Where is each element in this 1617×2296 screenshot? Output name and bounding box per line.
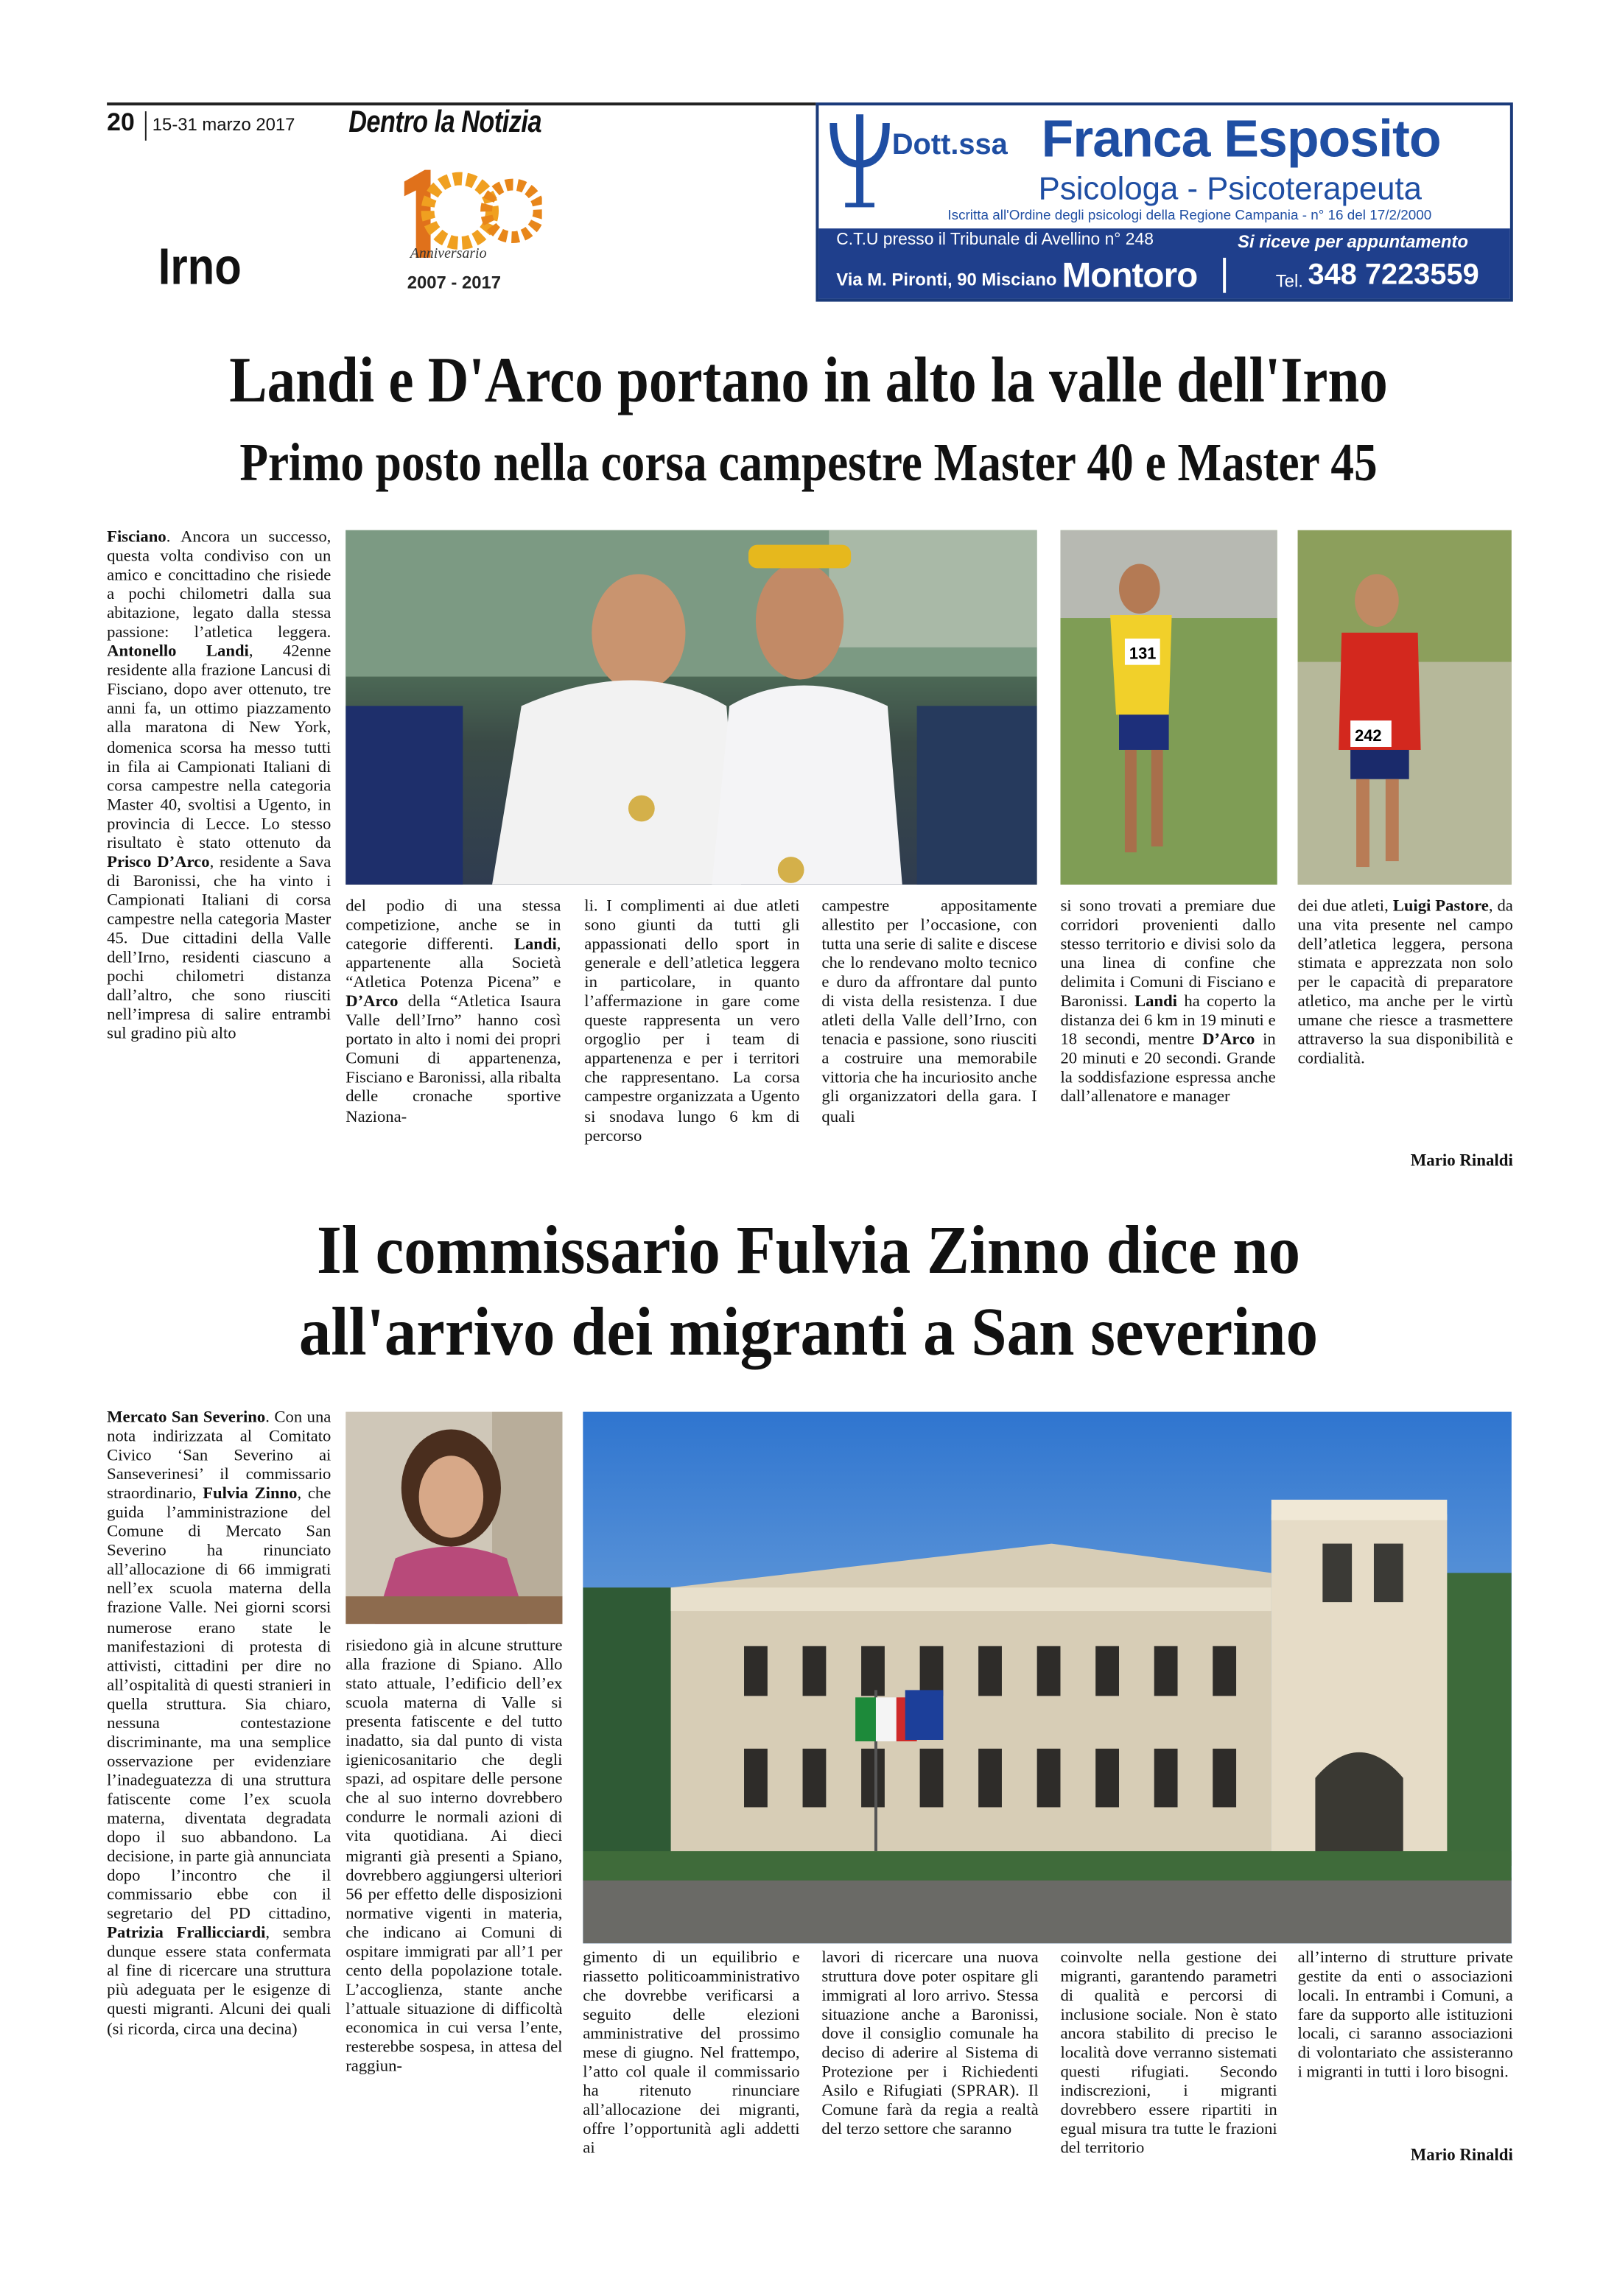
article1-subtitle: Primo posto nella corsa campestre Master 40 e Master 45 — [239, 433, 1378, 494]
ad-address: Via M. Pironti, 90 Misciano — [836, 269, 1057, 290]
article2-signature: Mario Rinaldi — [1410, 2146, 1513, 2165]
article1-col1: Fisciano. Ancora un successo, questa volta condiviso con un amico e concittadino che risiede a pochi chilometri dalla sua abitazione, legato dalla stessa passione: l’atletica leggera. Antonello Landi, 42enne residente alla frazione Lancusi di Fisciano, dopo aver ottenuto, tre anni fa, un ottimo piazzamento alla maratona di New York, domenica scorsa ha messo tutti in fila ai Campionati Italiani di corsa campestre nella categoria Master 40, svoltisi a Ugento, in provincia di Lecce. Lo stesso risultato è stato ottenuto da Prisco D’Arco, residente a Sava di Baronissi, che ha vinto i Campionati Italiani di corsa campestre nella categoria Master 45. Due cittadini della Valle dell’Irno, residenti ciascuno a pochi chilometri distanza dall’altro, che sono riusciti nell’impresa di salire entrambi sul gradino più alto — [107, 528, 332, 1044]
article1-col2: del podio di una stessa competizione, anche se in categorie differenti. Landi, appartenente alla Società “Atletica Potenza Picena” e D’Arco della “Atletica Isaura Valle dell’Irno” hanno così portato in alto i nomi dei propri Comuni di appartenenza, Fisciano e Baronissi, alla ribalta delle cronache sportive Naziona- — [346, 897, 561, 1126]
ad-divider — [1223, 258, 1226, 293]
anniversary-years: 2007 - 2017 — [407, 272, 502, 293]
ad-ctu: C.T.U presso il Tribunale di Avellino n° 248 — [836, 231, 1154, 249]
ad-appointment: Si riceve per appuntamento — [1238, 231, 1468, 252]
runner-131-photo — [1060, 530, 1277, 885]
podium-photo — [346, 530, 1037, 885]
article2-col1: Mercato San Severino. Con una nota indirizzata al Comitato Civico ‘San Severino ai Sanseverinesi’ il commissario straordinario, Fulvia Zinno, che guida l’amministrazione del Comune di Mercato San Severino ha rinunciato all’allocazione di 66 immigrati nell’ex scuola materna della frazione Valle. Nei giorni scorsi numerose erano state le manifestazioni di protesta di attivisti, cittadini per dire no all’ospitalità di questi stranieri in quella struttura. Sia chiaro, nessuna contestazione discriminante, ma una semplice osservazione per evidenziare l’inadeguatezza di una struttura fatiscente come l’ex scuola materna, diventata degradata dopo il suo abbandono. La decisione, in parte già annunciata dopo l’incontro che il commissario ebbe con il segretario del PD cittadino, Patrizia Frallicciardi, sembra dunque essere stata confermata al fine di ricercare una struttura più adeguata per le esigenze di questi migranti. Alcuni dei quali (si ricorda, circa una decina) — [107, 1408, 332, 2038]
ad-phone: 348 7223559 — [1308, 259, 1479, 292]
article2-col5: coinvolte nella gestione dei migranti, garantendo parametri di qualità e percorsi di inclusione sociale. Non è stato ancora stabilito di preciso le località dove verranno sistemati questi rifugiati. Secondo indiscrezioni, i migranti dovrebbero essere ripartiti in egual misura tra tutte le frazioni del territorio — [1060, 1949, 1277, 2158]
bib-131: 131 — [1129, 644, 1157, 663]
psi-logo-icon — [827, 114, 891, 208]
article1-col5: si sono trovati a premiare due corridori provenienti dallo stesso territorio e divisi solo da una linea di confine che delimita i Comuni di Fisciano e Baronissi. Landi ha coperto la distanza dei 6 km in 19 minuti e 18 secondi, mentre D’Arco in 20 minuti e 20 secondi. Grande la soddisfazione espressa anche dall’allenatore e manager — [1060, 897, 1276, 1107]
ad-name: Franca Esposito — [1041, 108, 1441, 169]
article2-col3: gimento di un equilibrio e riassetto politicoamministrativo che dovrebbe verificarsi a seguito delle elezioni amministrative del prossimo mese di giugno. Nel frattempo, l’atto col quale il commissario ha ritenuto rinunciare all’allocazione dei migranti, offre l’opportunità agli addetti ai — [583, 1949, 800, 2158]
article1-signature: Mario Rinaldi — [1410, 1152, 1513, 1170]
article1-col4: campestre appositamente allestito per l’occasione, con tutta una serie di salite e discese che lo rendevano molto tecnico e duro da affrontare dal punto di vista della resistenza. I due atleti della Valle dell’Irno, con tenacia e passione, sono riusciti a costruire una memorabile vittoria che ha incuriosito anche gli organizzatori della gara. I quali — [821, 897, 1037, 1126]
ex-school-building-photo — [583, 1412, 1512, 1944]
article2-col4: lavori di ricercare una nuova struttura dove poter ospitare gli immigrati al loro arrivo. Stessa situazione anche a Baronissi, dove il consiglio comunale ha deciso di aderire al Sistema di Protezione per i Richiedenti Asilo e Rifugiati (SPRAR). Il Comune farà da regia a realtà del terzo settore che saranno — [821, 1949, 1039, 2139]
section-label: Irno — [158, 239, 242, 296]
ad-city: Montoro — [1062, 256, 1198, 296]
article1-col6: dei due atleti, Luigi Pastore, da una vita presente nel campo dell’atletica leggera, persona stimata e apprezzata non solo per le capacità di preparatore atletico, ma anche per le virtù umane che riesce a trasmettere attraverso la sua disponibilità e cordialità. — [1297, 897, 1513, 1069]
article1-col3: li. I complimenti ai due atleti sono giunti da tutti gli appassionati dello sport in generale e dell’atletica leggera in particolare, in quanto l’affermazione in gare come queste rappresenta un vero orgoglio per i team di appartenenza e per i territori che rappresentano. La corsa campestre organizzata a Ugento si snodava lungo 6 km di percorso — [584, 897, 800, 1145]
article2-title-line2: all'arrivo dei migranti a San severino — [298, 1294, 1319, 1371]
article2-col2: risiedono già in alcune strutture alla frazione di Spiano. Allo stato attuale, l’edificio dell’ex scuola materna di Valle si presenta fatiscente e del tutto inadatto, sia dal punto di vista igienicosanitario che degli spazi, ad ospitare delle persone che al suo interno dovrebbero condurre le normali azioni di vita quotidiana. Ai dieci migranti già presenti a Spiano, dovrebbero aggiungersi ulteriori 56 per effetto delle disposizioni normative vigenti in materia, che indicano ai Comuni di ospitare immigrati par all’1 per cento della popolazione totale. L’accoglienza, stante anche l’attuale situazione di difficoltà economica in cui versa l’ente, resterebbe sospesa, in attesa del raggiun- — [346, 1637, 563, 2076]
commissioner-photo — [346, 1412, 562, 1624]
article2-col6: all’interno di strutture private gestite da enti o associazioni locali. In entrambi i Comuni, a fare da supporto alle istituzioni locali, ci saranno associazioni di volontariato che assisteranno i migranti in tutti i loro bisogni. — [1297, 1949, 1513, 2082]
ad-registration: Iscritta all'Ordine degli psicologi della Regione Campania - n° 16 del 17/2/2000 — [947, 208, 1432, 225]
anniversary-word: Anniversario — [410, 246, 487, 262]
runner-242-photo — [1298, 530, 1512, 885]
ad-tel-label: Tel. — [1275, 270, 1303, 292]
masthead: Dentro la Notizia — [348, 105, 542, 139]
issue-date: 15-31 marzo 2017 — [152, 114, 295, 135]
ad-prefix: Dott.ssa — [891, 128, 1008, 161]
header-rule — [107, 102, 815, 105]
article1-title: Landi e D'Arco portano in alto la valle dell'Irno — [229, 344, 1388, 416]
page-number: 20 — [107, 108, 135, 136]
psychologist-ad — [815, 102, 1512, 301]
article2-title-line1: Il commissario Fulvia Zinno dice no — [316, 1212, 1301, 1289]
ad-profession: Psicologa - Psicoterapeuta — [1038, 169, 1422, 207]
page-number-divider — [145, 111, 147, 141]
bib-242: 242 — [1355, 726, 1382, 745]
anniversary-logo — [396, 161, 542, 301]
